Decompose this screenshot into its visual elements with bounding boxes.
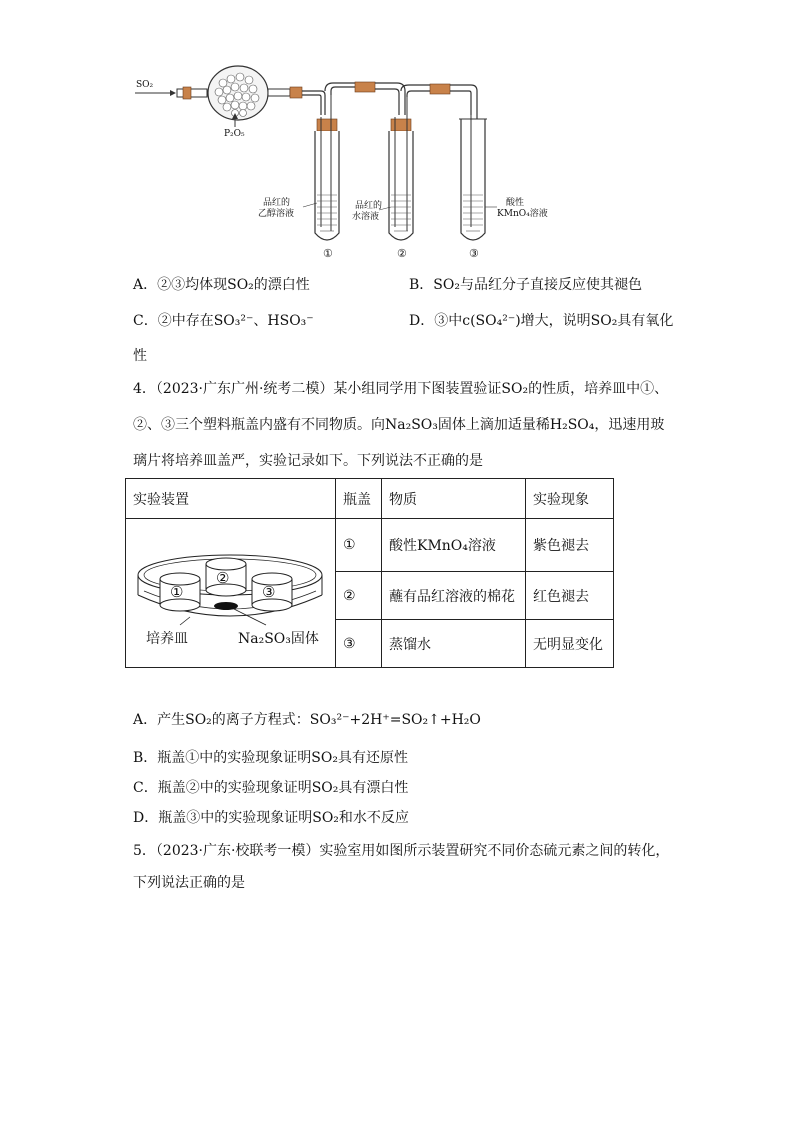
q3-option-b: B．SO₂与品红分子直接反应使其褪色 <box>409 277 642 293</box>
tube2-number: ② <box>397 247 407 260</box>
so2-inlet-label: SO₂ <box>136 80 154 90</box>
table-header-apparatus: 实验装置 <box>126 479 336 519</box>
q4-option-c: C．瓶盖②中的实验现象证明SO₂具有漂白性 <box>133 780 409 796</box>
table-cell-substance: 蘸有品红溶液的棉花 <box>382 572 526 620</box>
tube3-number: ③ <box>469 247 479 260</box>
q3-option-d-continued: 性 <box>133 348 147 364</box>
tube1-label-line2: 乙醇溶液 <box>258 209 295 219</box>
table-cell-phenomenon: 无明显变化 <box>526 620 614 668</box>
table-cell-cap: ① <box>336 519 382 572</box>
q4-option-a: A．产生SO₂的离子方程式：SO₃²⁻+2H⁺=SO₂↑+H₂O <box>133 712 481 728</box>
solid-label: Na₂SO₃固体 <box>238 631 319 647</box>
table-header-cap: 瓶盖 <box>336 479 382 519</box>
table-header-phenomenon: 实验现象 <box>526 479 614 519</box>
tube3-label-line2: KMnO₄溶液 <box>497 209 548 219</box>
cap-1-label: ① <box>170 583 184 601</box>
table-cell-substance: 蒸馏水 <box>382 620 526 668</box>
table-cell-cap: ③ <box>336 620 382 668</box>
table-header-substance: 物质 <box>382 479 526 519</box>
table-row <box>126 519 614 572</box>
q5-stem-line2: 下列说法正确的是 <box>133 875 245 891</box>
apparatus-figure <box>125 55 585 265</box>
table-cell-cap: ② <box>336 572 382 620</box>
q4-stem-line2: ②、③三个塑料瓶盖内盛有不同物质。向Na₂SO₃固体上滴加适量稀H₂SO₄，迅速用玻 <box>133 417 665 433</box>
table-cell-phenomenon: 紫色褪去 <box>526 519 614 572</box>
cap-2-label: ② <box>216 569 230 587</box>
tube3-label-line1: 酸性 <box>506 198 525 208</box>
q4-stem-line3: 璃片将培养皿盖严，实验记录如下。下列说法不正确的是 <box>133 453 483 469</box>
table-cell-phenomenon: 红色褪去 <box>526 572 614 620</box>
q5-stem-line1: 5．（2023·广东·校联考一模）实验室用如图所示装置研究不同价态硫元素之间的转化， <box>133 843 670 859</box>
q4-stem-line1: 4．（2023·广东广州·统考二模）某小组同学用下图装置验证SO₂的性质，培养皿中①、 <box>133 381 669 397</box>
q4-option-d: D．瓶盖③中的实验现象证明SO₂和水不反应 <box>133 810 409 826</box>
tube2-label-line1: 品红的 <box>355 201 383 211</box>
tube2-label-line2: 水溶液 <box>352 212 380 222</box>
q3-option-a: A．②③均体现SO₂的漂白性 <box>133 277 310 293</box>
q3-option-d: D．③中c(SO₄²⁻)增大，说明SO₂具有氧化 <box>409 313 674 329</box>
tube1-number: ① <box>323 247 333 260</box>
apparatus-figure-cell <box>126 519 336 668</box>
q3-option-c: C．②中存在SO₃²⁻、HSO₃⁻ <box>133 313 314 329</box>
dish-label: 培养皿 <box>146 631 188 647</box>
experiment-table <box>125 478 614 668</box>
cap-3-label: ③ <box>262 583 276 601</box>
table-cell-substance: 酸性KMnO₄溶液 <box>382 519 526 572</box>
tube1-label-line1: 品红的 <box>263 198 291 208</box>
q4-option-b: B．瓶盖①中的实验现象证明SO₂具有还原性 <box>133 750 408 766</box>
p2o5-label: P₂O₅ <box>224 129 245 139</box>
